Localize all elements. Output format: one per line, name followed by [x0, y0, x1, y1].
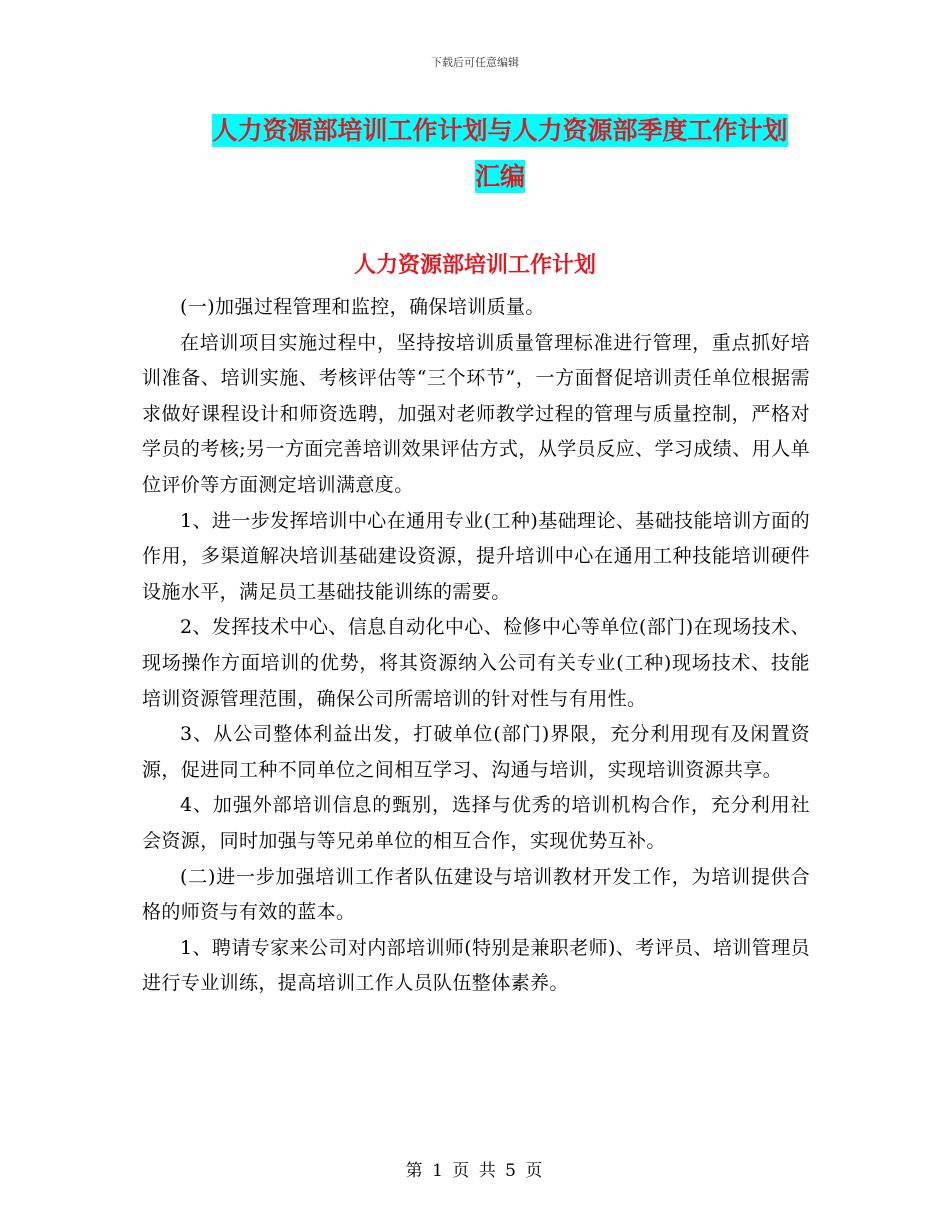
- section-title: 人力资源部培训工作计划: [353, 253, 596, 278]
- title-highlight: 汇编: [474, 162, 525, 191]
- paragraph: 3、从公司整体利益出发，打破单位(部门)界限，充分利用现有及闲置资源，促进同工种不同单位之间相互学习、沟通与培训，实现培训资源共享。: [142, 723, 810, 781]
- document-body: [142, 290, 810, 1002]
- document-title: [140, 108, 860, 200]
- paragraph: (一)加强过程管理和监控，确保培训质量。: [180, 296, 545, 318]
- paragraph: 在培训项目实施过程中，坚持按培训质量管理标准进行管理，重点抓好培训准备、培训实施、考核评估等“三个环节”，一方面督促培训责任单位根据需求做好课程设计和师资选聘，加强对老师教学过程的管理与质量控制，严格对学员的考核;另一方面完善培训效果评估方式，从学员反应、学习成绩、用人单位评价等方面测定培训满意度。: [142, 331, 810, 496]
- paragraph: 2、发挥技术中心、信息自动化中心、检修中心等单位(部门)在现场技术、现场操作方面培训的优势，将其资源纳入公司有关专业(工种)现场技术、技能培训资源管理范围，确保公司所需培训的针对性与有用性。: [142, 616, 810, 710]
- document-title-line2: [140, 154, 860, 200]
- page-number-footer: 第 1 页 共 5 页: [405, 1161, 545, 1181]
- paragraph: 1、聘请专家来公司对内部培训师(特别是兼职老师)、考评员、培训管理员进行专业训练，提高培训工作人员队伍整体素养。: [142, 936, 810, 995]
- header-note: 下载后可任意编辑: [431, 56, 519, 69]
- document-title-line1: [140, 108, 860, 154]
- paragraph: 1、进一步发挥培训中心在通用专业(工种)基础理论、基础技能培训方面的作用，多渠道解决培训基础建设资源，提升培训中心在通用工种技能培训硬件设施水平，满足员工基础技能训练的需要。: [142, 509, 810, 603]
- title-highlight: 人力资源部培训工作计划与人力资源部季度工作计划: [212, 116, 788, 145]
- paragraph: 4、加强外部培训信息的甄别，选择与优秀的培训机构合作，充分利用社会资源，同时加强与等兄弟单位的相互合作，实现优势互补。: [142, 794, 810, 852]
- paragraph: (二)进一步加强培训工作者队伍建设与培训教材开发工作，为培训提供合格的师资与有效的蓝本。: [142, 865, 810, 924]
